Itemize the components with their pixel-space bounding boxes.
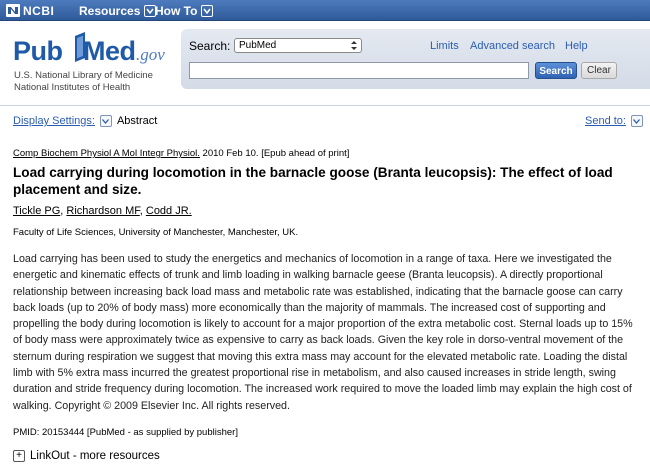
how-to-menu-label: How To bbox=[155, 3, 198, 18]
citation bbox=[13, 148, 349, 159]
how-to-menu[interactable] bbox=[155, 3, 213, 18]
nih-name: National Institutes of Health bbox=[14, 82, 131, 93]
send-to bbox=[585, 115, 648, 127]
search-panel bbox=[181, 29, 650, 89]
affiliation: Faculty of Life Sciences, University of Manchester, Manchester, UK. bbox=[13, 227, 299, 238]
linkout-label: LinkOut - more resources bbox=[30, 450, 160, 462]
help-link[interactable]: Help bbox=[565, 40, 588, 52]
nlm-name: U.S. National Library of Medicine bbox=[14, 70, 153, 81]
chevron-down-icon bbox=[102, 119, 109, 124]
journal-link[interactable]: Comp Biochem Physiol A Mol Integr Physiol. bbox=[13, 148, 200, 159]
limits-link[interactable]: Limits bbox=[430, 40, 459, 52]
plus-icon: + bbox=[13, 450, 25, 462]
abstract-text: Load carrying has been used to study the energetics and mechanics of locomotion in a range of taxa. Here we investigated the energetic and kinematic effects of trunk and limb loading in walking barnacle geese (Branta leucopsis). A directly proportional relationship between increasing back load mass and metabolic rate was established, indicating that the barnacle goose can carry back loads (up to 20% of body mass) more economically than the majority of mammals. The increased cost of supporting and propelling the body during locomotion is likely to account for a major proportion of the extra metabolic cost. Sternal loads up to 15% of body mass were approximately twice as expensive to carry as back loads. Given the key role in dorso-ventral movement of the sternum during respiration we suggest that moving this extra mass may account for the elevated metabolic rate. Loading the distal limb with 5% extra mass incurred the greatest proportional rise in metabolism, and also caused increases in stride length, swing duration and stride frequency during locomotion. The increased work required to move the loaded limb may explain the high cost of walking. Copyright © 2009 Elsevier Inc. All rights reserved. bbox=[13, 253, 633, 412]
ncbi-logo-text: NCBI bbox=[23, 3, 55, 18]
ncbi-logo[interactable] bbox=[6, 3, 54, 18]
citation-date: 2010 Feb 10. [Epub ahead of print] bbox=[199, 148, 350, 159]
database-select-value: PubMed bbox=[239, 40, 277, 51]
display-settings bbox=[13, 115, 157, 127]
author-link[interactable]: Codd JR. bbox=[145, 205, 192, 217]
article-title: Load carrying during locomotion in the barnacle goose (Branta leucopsis): The effect of load placement and size. bbox=[13, 165, 613, 197]
send-to-link[interactable]: Send to: bbox=[585, 115, 626, 127]
advanced-search-link[interactable]: Advanced search bbox=[470, 40, 555, 52]
linkout-toggle[interactable] bbox=[13, 450, 160, 462]
display-settings-link[interactable]: Display Settings: bbox=[13, 115, 95, 127]
chevron-down-icon bbox=[201, 5, 213, 17]
logo-gov-text: .gov bbox=[136, 45, 165, 64]
search-label: Search: bbox=[189, 39, 231, 53]
select-arrows-icon bbox=[350, 40, 358, 51]
author-link[interactable]: Tickle PG bbox=[13, 205, 61, 217]
author-link[interactable]: Richardson MF bbox=[66, 205, 140, 217]
pmid: PMID: 20153444 [PubMed - as supplied by publisher] bbox=[13, 427, 238, 438]
display-settings-dropdown[interactable] bbox=[100, 115, 112, 127]
search-input[interactable] bbox=[189, 62, 529, 79]
database-select[interactable] bbox=[234, 38, 362, 53]
ncbi-logo-icon bbox=[6, 4, 20, 17]
chevron-down-icon bbox=[633, 119, 640, 124]
header-divider bbox=[0, 105, 650, 106]
ncbi-top-bar bbox=[0, 0, 650, 21]
send-to-dropdown[interactable] bbox=[631, 115, 643, 127]
author-list: Tickle PG, Richardson MF, Codd JR. bbox=[13, 205, 192, 217]
pubmed-logo[interactable] bbox=[13, 36, 173, 66]
search-button[interactable]: Search bbox=[535, 62, 577, 79]
clear-button[interactable]: Clear bbox=[581, 62, 617, 79]
pubmed-header bbox=[0, 22, 650, 98]
resources-menu-label: Resources bbox=[79, 3, 141, 18]
display-format: Abstract bbox=[116, 115, 158, 127]
resources-menu[interactable] bbox=[79, 3, 156, 18]
logo-med-text: Med bbox=[83, 36, 136, 66]
logo-pub-text: Pub bbox=[13, 36, 63, 66]
